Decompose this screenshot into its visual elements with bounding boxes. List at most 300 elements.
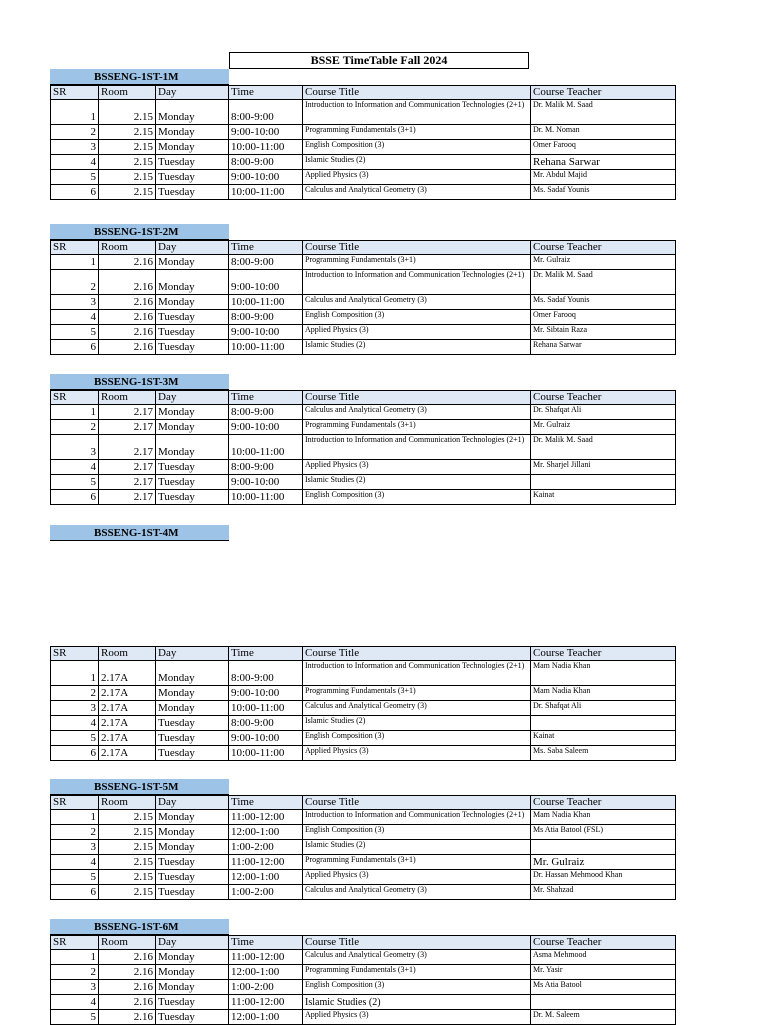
- table-header-row: [51, 796, 676, 810]
- table-row: [51, 885, 676, 900]
- cell-sr: 2: [51, 125, 99, 140]
- page-title: BSSE TimeTable Fall 2024: [229, 52, 529, 69]
- header-sr: SR: [51, 796, 99, 810]
- cell-teacher: Mr. Sharjel Jillani: [531, 460, 676, 475]
- cell-day: Monday: [156, 405, 229, 420]
- cell-room: 2.15: [99, 885, 156, 900]
- cell-teacher: [531, 840, 676, 855]
- cell-course: Introduction to Information and Communication Technologies (2+1): [303, 100, 531, 125]
- cell-room: 2.15: [99, 125, 156, 140]
- cell-room: 2.16: [99, 295, 156, 310]
- cell-day: Tuesday: [156, 170, 229, 185]
- cell-sr: 6: [51, 185, 99, 200]
- cell-teacher: Dr. Malik M. Saad: [531, 270, 676, 295]
- cell-teacher: Asma Mehmood: [531, 950, 676, 965]
- cell-teacher: Kainat: [531, 490, 676, 505]
- cell-room: 2.17A: [99, 716, 156, 731]
- cell-sr: 1: [51, 405, 99, 420]
- cell-sr: 6: [51, 885, 99, 900]
- cell-day: Monday: [156, 965, 229, 980]
- table-row: [51, 155, 676, 170]
- table-row: [51, 661, 676, 686]
- cell-room: 2.15: [99, 870, 156, 885]
- cell-room: 2.15: [99, 840, 156, 855]
- cell-day: Tuesday: [156, 185, 229, 200]
- table-row: [51, 140, 676, 155]
- cell-course: Islamic Studies (2): [303, 475, 531, 490]
- cell-day: Tuesday: [156, 1010, 229, 1025]
- table-row: [51, 420, 676, 435]
- cell-room: 2.16: [99, 310, 156, 325]
- header-time: Time: [229, 796, 303, 810]
- cell-day: Monday: [156, 810, 229, 825]
- cell-course: Programming Fundamentals (3+1): [303, 686, 531, 701]
- cell-teacher: Mr. Gulraiz: [531, 420, 676, 435]
- header-day: Day: [156, 936, 229, 950]
- table-row: [51, 460, 676, 475]
- header-sr: SR: [51, 391, 99, 405]
- header-room: Room: [99, 391, 156, 405]
- cell-sr: 4: [51, 460, 99, 475]
- cell-day: Monday: [156, 825, 229, 840]
- table-row: [51, 490, 676, 505]
- cell-room: 2.17: [99, 420, 156, 435]
- header-day: Day: [156, 241, 229, 255]
- cell-time: 1:00-2:00: [229, 840, 303, 855]
- table-header-row: [51, 936, 676, 950]
- cell-sr: 2: [51, 825, 99, 840]
- cell-time: 10:00-11:00: [229, 435, 303, 460]
- cell-course: Programming Fundamentals (3+1): [303, 420, 531, 435]
- header-teacher: Course Teacher: [531, 936, 676, 950]
- cell-room: 2.15: [99, 155, 156, 170]
- cell-course: Introduction to Information and Communication Technologies (2+1): [303, 810, 531, 825]
- header-time: Time: [229, 936, 303, 950]
- cell-sr: 5: [51, 731, 99, 746]
- cell-teacher: Mam Nadia Khan: [531, 810, 676, 825]
- cell-teacher: Mam Nadia Khan: [531, 686, 676, 701]
- header-room: Room: [99, 936, 156, 950]
- header-sr: SR: [51, 241, 99, 255]
- cell-sr: 3: [51, 840, 99, 855]
- cell-time: 9:00-10:00: [229, 270, 303, 295]
- cell-time: 11:00-12:00: [229, 855, 303, 870]
- cell-day: Monday: [156, 701, 229, 716]
- cell-teacher: Mr. Abdul Majid: [531, 170, 676, 185]
- section-label: BSSENG-1ST-1M: [50, 69, 229, 85]
- cell-time: 11:00-12:00: [229, 995, 303, 1010]
- cell-sr: 3: [51, 140, 99, 155]
- cell-course: Islamic Studies (2): [303, 716, 531, 731]
- header-course: Course Title: [303, 936, 531, 950]
- section-3m: [50, 374, 675, 505]
- table-row: [51, 255, 676, 270]
- cell-day: Monday: [156, 686, 229, 701]
- table-row: [51, 170, 676, 185]
- header-time: Time: [229, 647, 303, 661]
- cell-time: 8:00-9:00: [229, 155, 303, 170]
- header-day: Day: [156, 796, 229, 810]
- table-row: [51, 405, 676, 420]
- header-day: Day: [156, 647, 229, 661]
- cell-course: Introduction to Information and Communication Technologies (2+1): [303, 661, 531, 686]
- cell-sr: 5: [51, 325, 99, 340]
- section-label: BSSENG-1ST-4M: [50, 525, 229, 541]
- table-row: [51, 270, 676, 295]
- cell-day: Monday: [156, 100, 229, 125]
- cell-course: Applied Physics (3): [303, 460, 531, 475]
- cell-course: Applied Physics (3): [303, 1010, 531, 1025]
- cell-teacher: Mam Nadia Khan: [531, 661, 676, 686]
- cell-sr: 2: [51, 270, 99, 295]
- header-day: Day: [156, 86, 229, 100]
- cell-time: 9:00-10:00: [229, 686, 303, 701]
- cell-time: 9:00-10:00: [229, 170, 303, 185]
- cell-room: 2.16: [99, 340, 156, 355]
- cell-course: Applied Physics (3): [303, 870, 531, 885]
- header-teacher: Course Teacher: [531, 796, 676, 810]
- cell-course: Applied Physics (3): [303, 746, 531, 761]
- cell-teacher: Kainat: [531, 731, 676, 746]
- cell-time: 11:00-12:00: [229, 950, 303, 965]
- cell-room: 2.16: [99, 255, 156, 270]
- header-teacher: Course Teacher: [531, 86, 676, 100]
- cell-room: 2.15: [99, 100, 156, 125]
- cell-time: 8:00-9:00: [229, 100, 303, 125]
- cell-teacher: Dr. Malik M. Saad: [531, 435, 676, 460]
- table-row: [51, 340, 676, 355]
- table-row: [51, 965, 676, 980]
- table-row: [51, 295, 676, 310]
- cell-day: Tuesday: [156, 885, 229, 900]
- cell-time: 11:00-12:00: [229, 810, 303, 825]
- cell-day: Tuesday: [156, 490, 229, 505]
- cell-day: Tuesday: [156, 855, 229, 870]
- cell-room: 2.16: [99, 950, 156, 965]
- section-4m-label: [50, 525, 675, 541]
- cell-time: 1:00-2:00: [229, 980, 303, 995]
- cell-teacher: Rehana Sarwar: [531, 340, 676, 355]
- cell-sr: 5: [51, 170, 99, 185]
- cell-day: Monday: [156, 435, 229, 460]
- cell-day: Tuesday: [156, 995, 229, 1010]
- header-teacher: Course Teacher: [531, 241, 676, 255]
- cell-teacher: Mr. Gulraiz: [531, 255, 676, 270]
- cell-day: Tuesday: [156, 310, 229, 325]
- section-label: BSSENG-1ST-2M: [50, 224, 229, 240]
- cell-teacher: [531, 995, 676, 1010]
- cell-day: Tuesday: [156, 155, 229, 170]
- cell-sr: 2: [51, 686, 99, 701]
- cell-teacher: Mr. Sibtain Raza: [531, 325, 676, 340]
- table-row: [51, 185, 676, 200]
- cell-time: 9:00-10:00: [229, 125, 303, 140]
- cell-course: Programming Fundamentals (3+1): [303, 855, 531, 870]
- cell-time: 8:00-9:00: [229, 661, 303, 686]
- cell-teacher: Ms. Saba Saleem: [531, 746, 676, 761]
- section-label: BSSENG-1ST-6M: [50, 919, 229, 935]
- header-time: Time: [229, 86, 303, 100]
- cell-time: 8:00-9:00: [229, 310, 303, 325]
- cell-time: 8:00-9:00: [229, 255, 303, 270]
- cell-time: 10:00-11:00: [229, 340, 303, 355]
- cell-day: Tuesday: [156, 475, 229, 490]
- table-row: [51, 810, 676, 825]
- header-day: Day: [156, 391, 229, 405]
- cell-time: 10:00-11:00: [229, 701, 303, 716]
- cell-day: Monday: [156, 270, 229, 295]
- cell-day: Monday: [156, 661, 229, 686]
- cell-day: Monday: [156, 295, 229, 310]
- cell-teacher: Mr. Gulraiz: [531, 855, 676, 870]
- cell-day: Tuesday: [156, 870, 229, 885]
- cell-course: Introduction to Information and Communication Technologies (2+1): [303, 435, 531, 460]
- table-row: [51, 1010, 676, 1025]
- cell-room: 2.17A: [99, 731, 156, 746]
- cell-time: 10:00-11:00: [229, 746, 303, 761]
- cell-course: English Composition (3): [303, 825, 531, 840]
- cell-sr: 1: [51, 100, 99, 125]
- header-time: Time: [229, 241, 303, 255]
- cell-teacher: Dr. Malik M. Saad: [531, 100, 676, 125]
- cell-course: Applied Physics (3): [303, 170, 531, 185]
- timetable: [50, 646, 676, 761]
- cell-course: Calculus and Analytical Geometry (3): [303, 950, 531, 965]
- cell-teacher: Ms Atia Batool: [531, 980, 676, 995]
- header-time: Time: [229, 391, 303, 405]
- header-room: Room: [99, 796, 156, 810]
- cell-sr: 4: [51, 995, 99, 1010]
- table-row: [51, 855, 676, 870]
- header-room: Room: [99, 647, 156, 661]
- cell-sr: 4: [51, 155, 99, 170]
- timetable: [50, 390, 676, 505]
- table-row: [51, 746, 676, 761]
- cell-room: 2.16: [99, 1010, 156, 1025]
- cell-room: 2.17A: [99, 746, 156, 761]
- cell-day: Tuesday: [156, 325, 229, 340]
- cell-time: 8:00-9:00: [229, 716, 303, 731]
- cell-sr: 1: [51, 950, 99, 965]
- cell-time: 12:00-1:00: [229, 870, 303, 885]
- cell-teacher: Ms. Sadaf Younis: [531, 185, 676, 200]
- table-row: [51, 870, 676, 885]
- cell-time: 12:00-1:00: [229, 825, 303, 840]
- cell-room: 2.15: [99, 185, 156, 200]
- cell-sr: 1: [51, 810, 99, 825]
- cell-sr: 4: [51, 310, 99, 325]
- section-label: BSSENG-1ST-5M: [50, 779, 229, 795]
- cell-day: Tuesday: [156, 460, 229, 475]
- cell-teacher: Mr. Yasir: [531, 965, 676, 980]
- table-row: [51, 825, 676, 840]
- cell-course: Introduction to Information and Communication Technologies (2+1): [303, 270, 531, 295]
- cell-course: English Composition (3): [303, 490, 531, 505]
- cell-sr: 2: [51, 965, 99, 980]
- cell-course: Islamic Studies (2): [303, 155, 531, 170]
- cell-sr: 3: [51, 701, 99, 716]
- cell-teacher: [531, 475, 676, 490]
- cell-day: Monday: [156, 255, 229, 270]
- cell-room: 2.16: [99, 980, 156, 995]
- cell-course: Programming Fundamentals (3+1): [303, 255, 531, 270]
- cell-day: Monday: [156, 140, 229, 155]
- cell-time: 10:00-11:00: [229, 185, 303, 200]
- table-header-row: [51, 647, 676, 661]
- table-header-row: [51, 391, 676, 405]
- cell-course: Islamic Studies (2): [303, 995, 531, 1010]
- cell-course: Programming Fundamentals (3+1): [303, 125, 531, 140]
- cell-room: 2.17: [99, 460, 156, 475]
- cell-day: Tuesday: [156, 340, 229, 355]
- cell-teacher: Dr. M. Noman: [531, 125, 676, 140]
- cell-teacher: Ms Atia Batool (FSL): [531, 825, 676, 840]
- cell-room: 2.17A: [99, 701, 156, 716]
- table-row: [51, 686, 676, 701]
- table-row: [51, 701, 676, 716]
- cell-room: 2.15: [99, 170, 156, 185]
- cell-day: Monday: [156, 840, 229, 855]
- section-label: BSSENG-1ST-3M: [50, 374, 229, 390]
- cell-room: 2.17: [99, 435, 156, 460]
- cell-course: English Composition (3): [303, 980, 531, 995]
- section-5m: [50, 779, 675, 900]
- table-header-row: [51, 86, 676, 100]
- table-row: [51, 100, 676, 125]
- cell-room: 2.16: [99, 965, 156, 980]
- table-row: [51, 325, 676, 340]
- cell-course: Calculus and Analytical Geometry (3): [303, 405, 531, 420]
- header-course: Course Title: [303, 391, 531, 405]
- table-row: [51, 995, 676, 1010]
- cell-sr: 5: [51, 475, 99, 490]
- cell-time: 10:00-11:00: [229, 295, 303, 310]
- header-course: Course Title: [303, 647, 531, 661]
- cell-time: 10:00-11:00: [229, 490, 303, 505]
- cell-day: Monday: [156, 420, 229, 435]
- cell-day: Tuesday: [156, 746, 229, 761]
- cell-sr: 3: [51, 980, 99, 995]
- cell-course: English Composition (3): [303, 731, 531, 746]
- cell-time: 8:00-9:00: [229, 405, 303, 420]
- cell-room: 2.15: [99, 140, 156, 155]
- table-row: [51, 950, 676, 965]
- cell-course: Calculus and Analytical Geometry (3): [303, 701, 531, 716]
- timetable: [50, 85, 676, 200]
- cell-sr: 6: [51, 746, 99, 761]
- cell-room: 2.17A: [99, 686, 156, 701]
- cell-time: 12:00-1:00: [229, 1010, 303, 1025]
- cell-teacher: Dr. M. Saleem: [531, 1010, 676, 1025]
- cell-course: English Composition (3): [303, 310, 531, 325]
- cell-course: Programming Fundamentals (3+1): [303, 965, 531, 980]
- cell-room: 2.16: [99, 995, 156, 1010]
- cell-teacher: Ms. Sadaf Younis: [531, 295, 676, 310]
- cell-time: 9:00-10:00: [229, 325, 303, 340]
- header-sr: SR: [51, 936, 99, 950]
- table-header-row: [51, 241, 676, 255]
- section-6m: [50, 919, 675, 1025]
- table-row: [51, 310, 676, 325]
- cell-sr: 3: [51, 295, 99, 310]
- cell-sr: 5: [51, 1010, 99, 1025]
- header-teacher: Course Teacher: [531, 647, 676, 661]
- cell-teacher: Mr. Shahzad: [531, 885, 676, 900]
- cell-sr: 1: [51, 255, 99, 270]
- cell-sr: 6: [51, 340, 99, 355]
- table-row: [51, 475, 676, 490]
- cell-teacher: Omer Farooq: [531, 310, 676, 325]
- header-sr: SR: [51, 86, 99, 100]
- cell-room: 2.17: [99, 475, 156, 490]
- header-course: Course Title: [303, 796, 531, 810]
- header-sr: SR: [51, 647, 99, 661]
- cell-sr: 5: [51, 870, 99, 885]
- cell-time: 9:00-10:00: [229, 731, 303, 746]
- cell-time: 10:00-11:00: [229, 140, 303, 155]
- cell-sr: 4: [51, 855, 99, 870]
- cell-teacher: Dr. Hassan Mehmood Khan: [531, 870, 676, 885]
- timetable: [50, 795, 676, 900]
- cell-time: 1:00-2:00: [229, 885, 303, 900]
- cell-course: Applied Physics (3): [303, 325, 531, 340]
- table-row: [51, 125, 676, 140]
- cell-teacher: Dr. Shafqat Ali: [531, 405, 676, 420]
- cell-teacher: Omer Farooq: [531, 140, 676, 155]
- cell-room: 2.16: [99, 270, 156, 295]
- table-row: [51, 435, 676, 460]
- cell-day: Monday: [156, 980, 229, 995]
- section-2m: [50, 224, 675, 355]
- cell-day: Tuesday: [156, 731, 229, 746]
- cell-course: Calculus and Analytical Geometry (3): [303, 885, 531, 900]
- header-room: Room: [99, 86, 156, 100]
- cell-sr: 4: [51, 716, 99, 731]
- cell-teacher: [531, 716, 676, 731]
- timetable: [50, 240, 676, 355]
- header-teacher: Course Teacher: [531, 391, 676, 405]
- cell-day: Tuesday: [156, 716, 229, 731]
- cell-time: 12:00-1:00: [229, 965, 303, 980]
- header-course: Course Title: [303, 86, 531, 100]
- cell-teacher: Rehana Sarwar: [531, 155, 676, 170]
- cell-course: Calculus and Analytical Geometry (3): [303, 295, 531, 310]
- cell-day: Monday: [156, 125, 229, 140]
- cell-sr: 3: [51, 435, 99, 460]
- cell-room: 2.17A: [99, 661, 156, 686]
- cell-sr: 2: [51, 420, 99, 435]
- cell-sr: 6: [51, 490, 99, 505]
- table-row: [51, 716, 676, 731]
- cell-course: Islamic Studies (2): [303, 340, 531, 355]
- cell-room: 2.15: [99, 810, 156, 825]
- cell-room: 2.17: [99, 405, 156, 420]
- header-course: Course Title: [303, 241, 531, 255]
- cell-room: 2.16: [99, 325, 156, 340]
- header-room: Room: [99, 241, 156, 255]
- table-row: [51, 840, 676, 855]
- cell-time: 9:00-10:00: [229, 420, 303, 435]
- cell-time: 9:00-10:00: [229, 475, 303, 490]
- cell-room: 2.17: [99, 490, 156, 505]
- cell-course: Calculus and Analytical Geometry (3): [303, 185, 531, 200]
- cell-time: 8:00-9:00: [229, 460, 303, 475]
- cell-day: Monday: [156, 950, 229, 965]
- cell-course: Islamic Studies (2): [303, 840, 531, 855]
- cell-sr: 1: [51, 661, 99, 686]
- cell-room: 2.15: [99, 825, 156, 840]
- section-4m: [50, 646, 675, 761]
